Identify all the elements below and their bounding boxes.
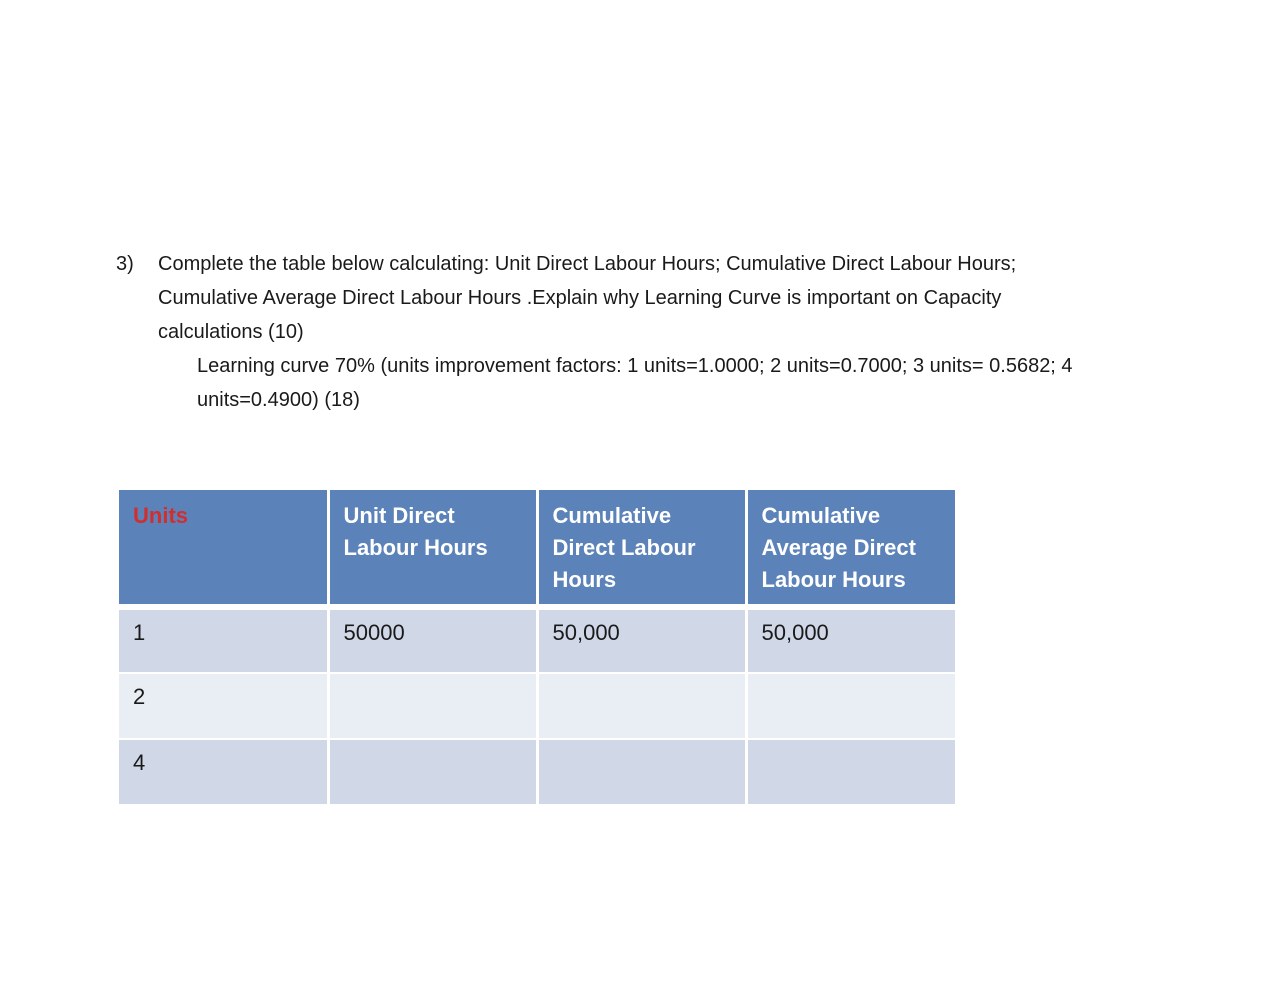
table-row [119, 607, 955, 673]
cell-cumulative-average-direct-labour-hours [746, 739, 955, 805]
header-cumulative-average-direct-labour-hours: Cumulative Average Direct Labour Hours [746, 490, 955, 607]
question-line-2: Cumulative Average Direct Labour Hours .Explain why Learning Curve is important on Capacity [158, 287, 1002, 309]
table-row [119, 673, 955, 739]
cell-cumulative-average-direct-labour-hours [746, 673, 955, 739]
cell-cumulative-average-direct-labour-hours: 50,000 [746, 607, 955, 673]
table-header-row [119, 490, 955, 607]
learning-curve-line-1: Learning curve 70% (units improvement factors: 1 units=1.0000; 2 units=0.7000; 3 units= 0.5682; 4 [197, 355, 1073, 377]
cell-unit-direct-labour-hours [328, 673, 537, 739]
cell-cumulative-direct-labour-hours [537, 739, 746, 805]
learning-curve-note [197, 349, 1187, 417]
cell-unit-direct-labour-hours [328, 739, 537, 805]
table-row [119, 739, 955, 805]
cell-unit-direct-labour-hours: 50000 [328, 607, 537, 673]
question-block [116, 247, 1196, 417]
question-number: 3) [116, 253, 134, 275]
question-main [116, 247, 1196, 349]
header-unit-direct-labour-hours: Unit Direct Labour Hours [328, 490, 537, 607]
question-line-1: Complete the table below calculating: Unit Direct Labour Hours; Cumulative Direct Labour Hours; [158, 253, 1017, 275]
cell-units: 4 [119, 739, 328, 805]
header-units: Units [119, 490, 328, 607]
cell-cumulative-direct-labour-hours: 50,000 [537, 607, 746, 673]
cell-cumulative-direct-labour-hours [537, 673, 746, 739]
question-line-3: calculations (10) [158, 321, 304, 343]
header-cumulative-direct-labour-hours: Cumulative Direct Labour Hours [537, 490, 746, 607]
learning-curve-line-2: units=0.4900) (18) [197, 389, 360, 411]
cell-units: 2 [119, 673, 328, 739]
learning-curve-table [119, 490, 955, 806]
question-text [158, 247, 1196, 349]
cell-units: 1 [119, 607, 328, 673]
